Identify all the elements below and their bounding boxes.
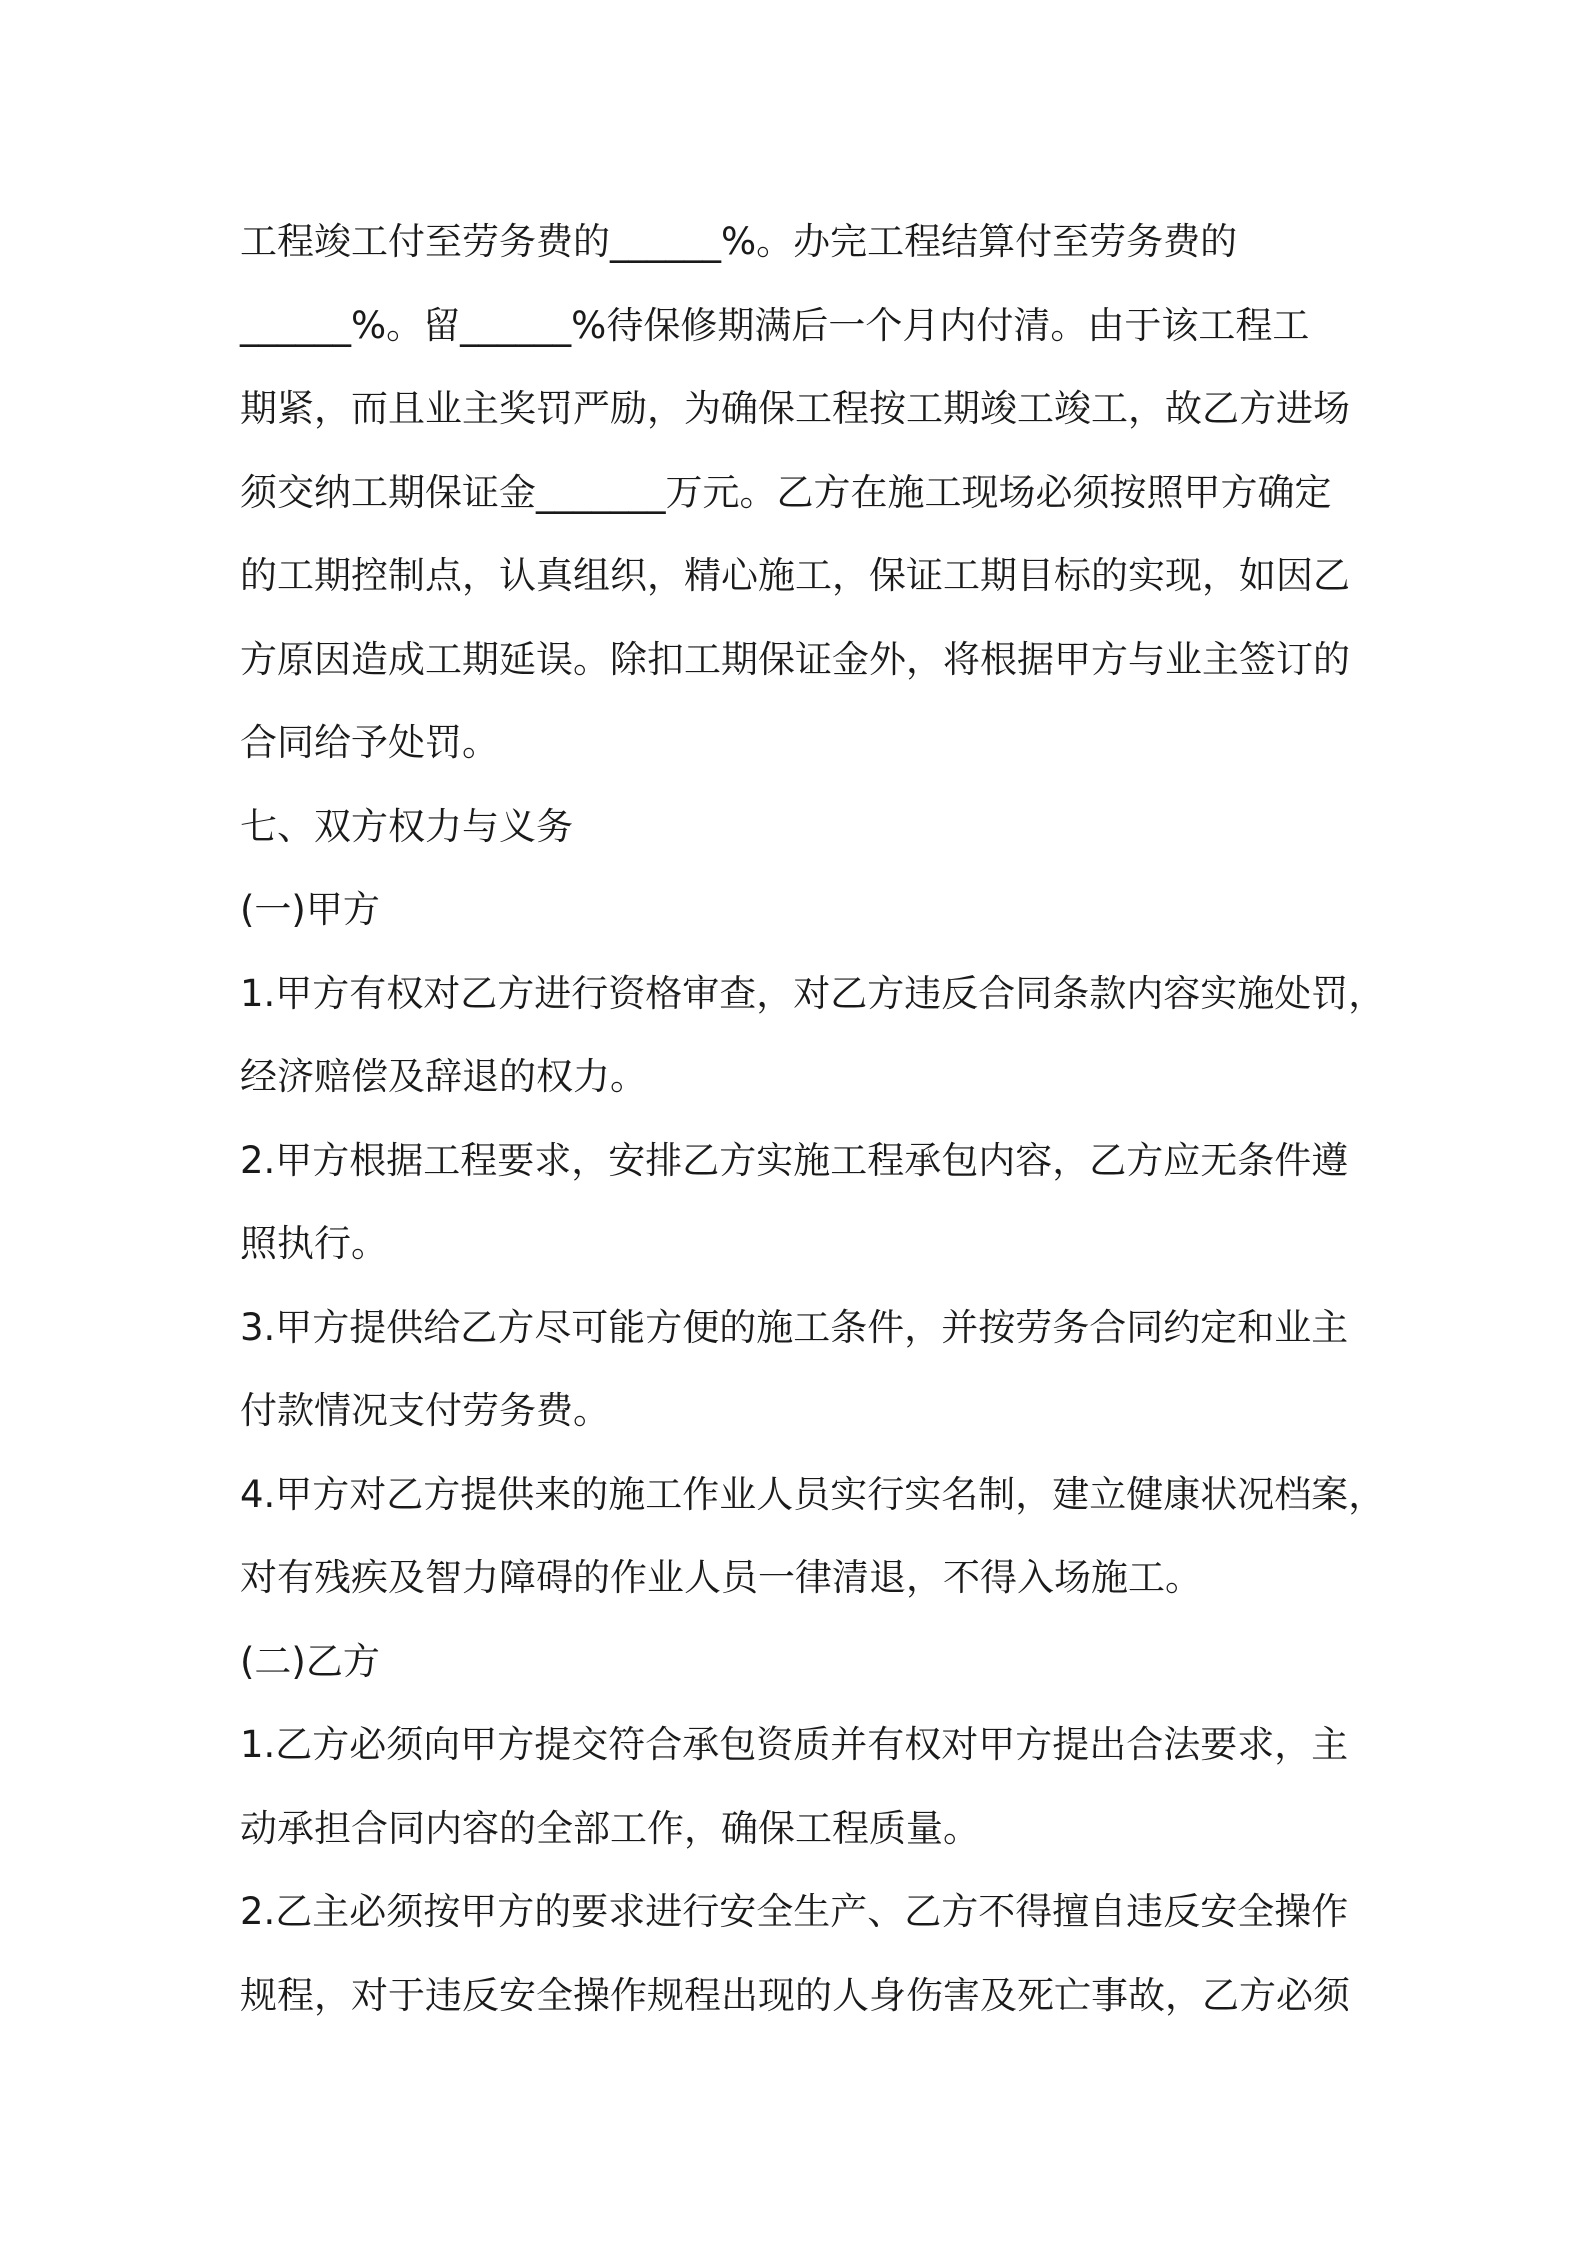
text-line: ______%。留______%待保修期满后一个月内付清。由于该工程工: [240, 303, 1310, 347]
text-line: 合同给予处罚。: [240, 721, 499, 764]
text-line: 须交纳工期保证金_______万元。乙方在施工现场必须按照甲方确定: [240, 470, 1332, 514]
text-line: 经济赔偿及辞退的权力。: [240, 1055, 647, 1098]
text-line: 2.甲方根据工程要求，安排乙方实施工程承包内容，乙方应无条件遵: [240, 1138, 1349, 1182]
text-line: 对有残疾及智力障碍的作业人员一律清退，不得入场施工。: [240, 1556, 1202, 1599]
text-line: 3.甲方提供给乙方尽可能方便的施工条件，并按劳务合同约定和业主: [240, 1305, 1349, 1349]
text-line: 期紧，而且业主奖罚严励，为确保工程按工期竣工竣工，故乙方进场: [240, 387, 1350, 430]
text-line: 动承担合同内容的全部工作，确保工程质量。: [240, 1806, 980, 1850]
text-line: 2.乙主必须按甲方的要求进行安全生产、乙方不得擅自违反安全操作: [240, 1890, 1349, 1933]
text-line: 1.乙方必须向甲方提交符合承包资质并有权对甲方提出合法要求，主: [240, 1723, 1349, 1766]
document-body: [240, 200, 1386, 2037]
text-line: 照执行。: [240, 1222, 388, 1265]
subsection-heading: (二)乙方: [240, 1639, 380, 1683]
text-line: 付款情况支付劳务费。: [240, 1389, 610, 1432]
subsection-heading: (一)甲方: [240, 888, 380, 931]
text-line: 的工期控制点，认真组织，精心施工，保证工期目标的实现，如因乙: [240, 554, 1350, 597]
text-line: 工程竣工付至劳务费的______%。办完工程结算付至劳务费的: [240, 220, 1238, 263]
section-heading: 七、双方权力与义务: [240, 804, 573, 848]
text-line: 规程，对于违反安全操作规程出现的人身伤害及死亡事故，乙方必须: [240, 1973, 1350, 2017]
text-line: 方原因造成工期延误。除扣工期保证金外，将根据甲方与业主签订的: [240, 637, 1350, 681]
text-line: 1.甲方有权对乙方进行资格审查，对乙方违反合同条款内容实施处罚，: [240, 971, 1386, 1015]
text-line: 4.甲方对乙方提供来的施工作业人员实行实名制，建立健康状况档案，: [240, 1472, 1386, 1516]
